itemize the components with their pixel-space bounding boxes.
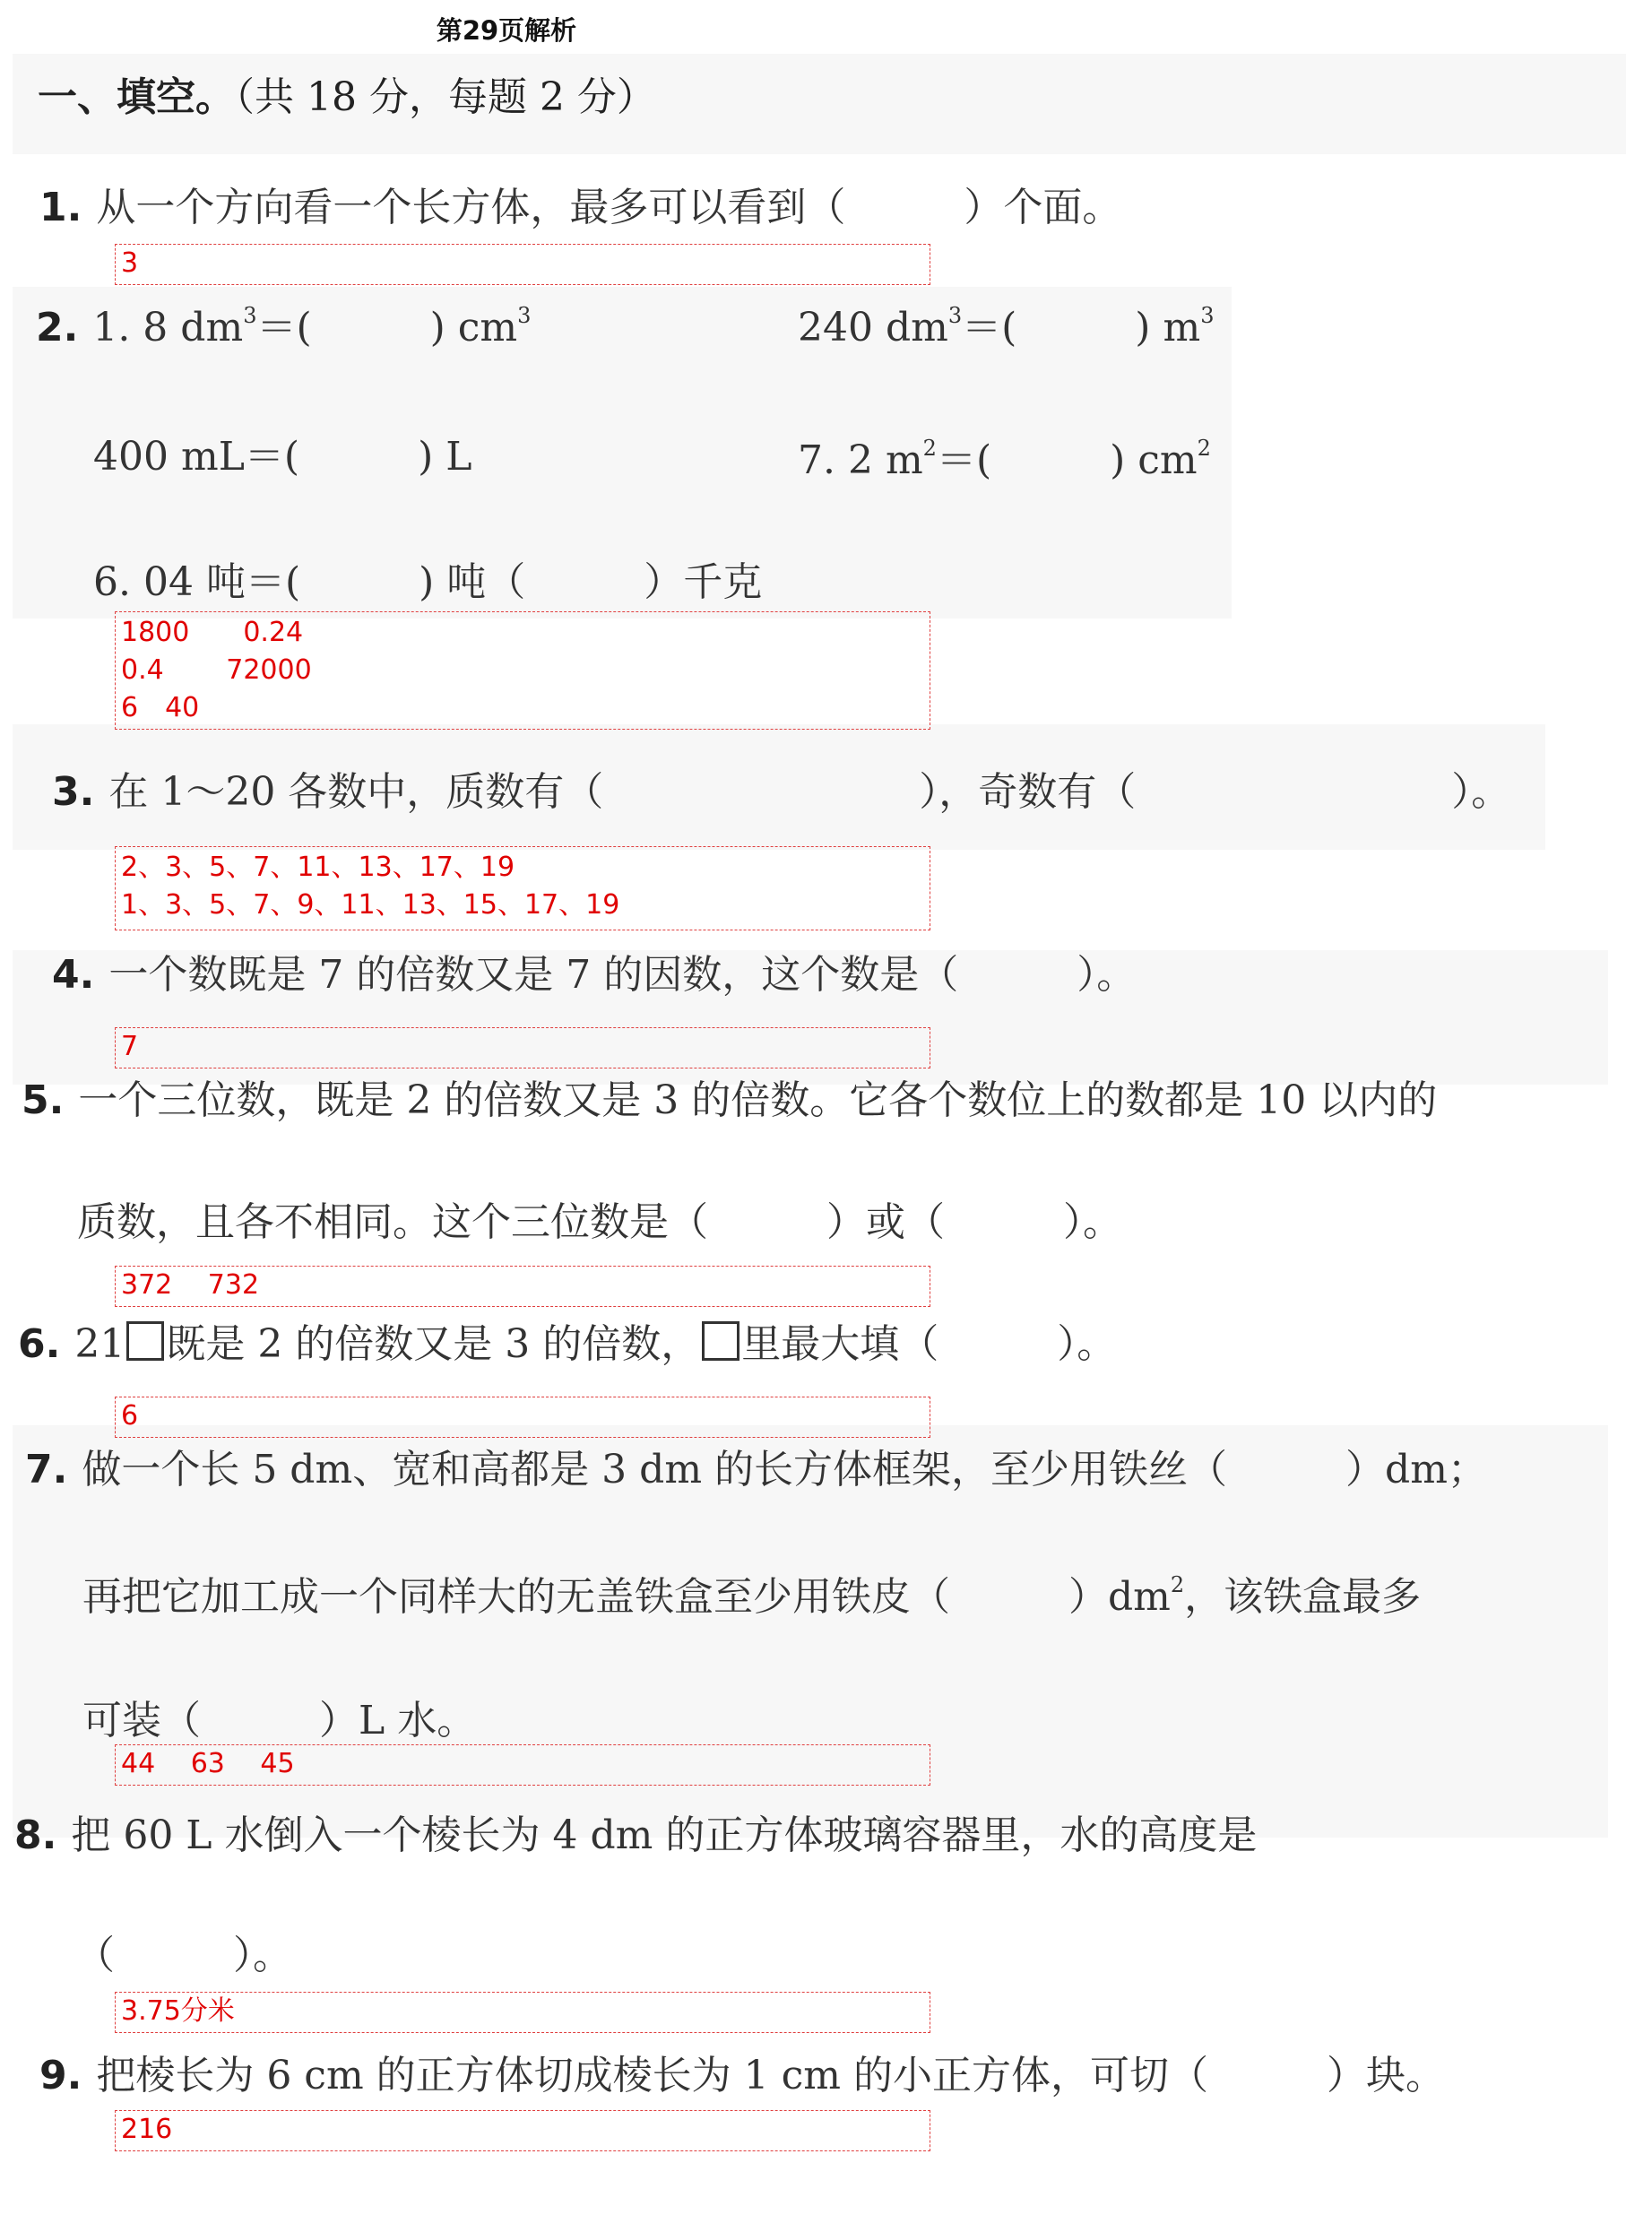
question-text: 做一个长 5 dm、宽和高都是 3 dm 的长方体框架，至少用铁丝（ ）dm；: [82, 1447, 1487, 1492]
answer-text: 216: [121, 2114, 173, 2145]
question-8-line-2: [75, 1933, 292, 1978]
answer-box-7: [115, 1744, 930, 1786]
superscript: 2: [1197, 436, 1211, 461]
expression: 6. 04 吨＝( ) 吨（ ）千克: [93, 559, 763, 605]
answer-box-5: [115, 1266, 930, 1307]
expression: 7. 2 m: [798, 437, 923, 483]
question-text: 一个数既是 7 的倍数又是 7 的因数，这个数是（ ）。: [108, 952, 1137, 998]
answer-text: 3: [121, 247, 139, 279]
answer-text: 372 732: [121, 1269, 260, 1301]
question-7-line-3: [82, 1698, 477, 1743]
answer-text: 2、3、5、7、11、13、17、19: [121, 852, 515, 883]
answer-box-4: [115, 1027, 930, 1068]
question-5-line-2: [77, 1199, 1122, 1245]
expression: 1. 8 dm: [92, 305, 244, 350]
question-text: 一个三位数，既是 2 的倍数又是 3 的倍数。它各个数位上的数都是 10 以内的: [78, 1077, 1438, 1123]
answer-box-9: [115, 2110, 930, 2151]
answer-text: 6: [121, 1400, 139, 1432]
answer-text: 6 40: [121, 692, 200, 723]
question-number: 5.: [22, 1077, 65, 1123]
question-number: 8.: [14, 1812, 57, 1858]
superscript: 3: [517, 303, 532, 328]
question-4: [52, 952, 1137, 998]
question-2-row-1-right: [798, 305, 1214, 348]
superscript: 3: [947, 303, 963, 328]
section-title: [38, 65, 656, 122]
question-2-row-2-left: [93, 434, 472, 480]
question-number: 9.: [39, 2053, 82, 2098]
question-8-line-1: [14, 1812, 1258, 1858]
question-7-line-1: [25, 1447, 1487, 1492]
superscript: 3: [1200, 303, 1215, 328]
question-5-line-1: [22, 1077, 1438, 1123]
blank-square-icon: [126, 1321, 164, 1361]
superscript: 2: [922, 436, 937, 461]
question-3: [52, 769, 1511, 815]
answer-text: 7: [121, 1031, 139, 1062]
expression: 400 mL＝( ) L: [93, 434, 472, 480]
question-text: 再把它加工成一个同样大的无盖铁盒至少用铁皮（ ）dm: [82, 1574, 1171, 1620]
question-text: 可装（ ）L 水。: [82, 1698, 477, 1743]
expression: 240 dm: [798, 305, 948, 350]
answer-box-8: [115, 1992, 930, 2033]
question-text: 里最大填（ ）。: [741, 1321, 1117, 1367]
question-text: 把 60 L 水倒入一个棱长为 4 dm 的正方体玻璃容器里，水的高度是: [71, 1812, 1258, 1858]
section-number: 一、填空。: [38, 74, 235, 120]
question-text: 既是 2 的倍数又是 3 的倍数，: [166, 1321, 701, 1367]
expression: ＝( ) cm: [256, 305, 518, 350]
question-number: 3.: [52, 769, 95, 815]
answer-text: 0.4 72000: [121, 654, 312, 686]
question-number: 1.: [39, 185, 82, 230]
question-number: 7.: [25, 1447, 68, 1492]
answer-text: 3.75分米: [121, 1995, 235, 2027]
question-2-row-1-left: [36, 305, 531, 348]
expression: ＝( ) cm: [936, 437, 1198, 483]
question-9: [39, 2053, 1445, 2098]
answer-text: 44 63 45: [121, 1748, 295, 1779]
question-text: （ ）。: [75, 1933, 292, 1978]
question-6: [18, 1321, 1117, 1367]
question-text: 在 1～20 各数中，质数有（ ），奇数有（ ）。: [108, 769, 1511, 815]
question-number: 4.: [52, 952, 95, 998]
question-text: 从一个方向看一个长方体，最多可以看到（ ）个面。: [96, 185, 1122, 230]
answer-text: 1、3、5、7、9、11、13、15、17、19: [121, 889, 620, 921]
superscript: 2: [1170, 1572, 1185, 1597]
expression: ＝( ) m: [962, 305, 1201, 350]
question-2-row-3: [93, 559, 763, 605]
question-text: ，该铁盒最多: [1184, 1574, 1422, 1620]
answer-box-3: [115, 846, 930, 930]
answer-box-2: [115, 611, 930, 730]
section-note: （共 18 分，每题 2 分）: [235, 74, 656, 120]
answer-text: 1800 0.24: [121, 617, 304, 648]
page-title: 第29页解析: [436, 15, 577, 46]
question-number: 6.: [18, 1321, 61, 1367]
question-1: [39, 185, 1122, 230]
answer-box-6: [115, 1397, 930, 1438]
superscript: 3: [243, 303, 257, 328]
question-7-line-2: [82, 1572, 1422, 1620]
blank-square-icon: [702, 1321, 740, 1361]
question-text: 21: [74, 1321, 125, 1367]
question-text: 质数，且各不相同。这个三位数是（ ）或（ ）。: [77, 1199, 1122, 1245]
answer-box-1: [115, 244, 930, 285]
question-text: 把棱长为 6 cm 的正方体切成棱长为 1 cm 的小正方体，可切（ ）块。: [96, 2053, 1445, 2098]
question-2-row-2-right: [798, 436, 1211, 483]
question-number: 2.: [36, 305, 79, 350]
